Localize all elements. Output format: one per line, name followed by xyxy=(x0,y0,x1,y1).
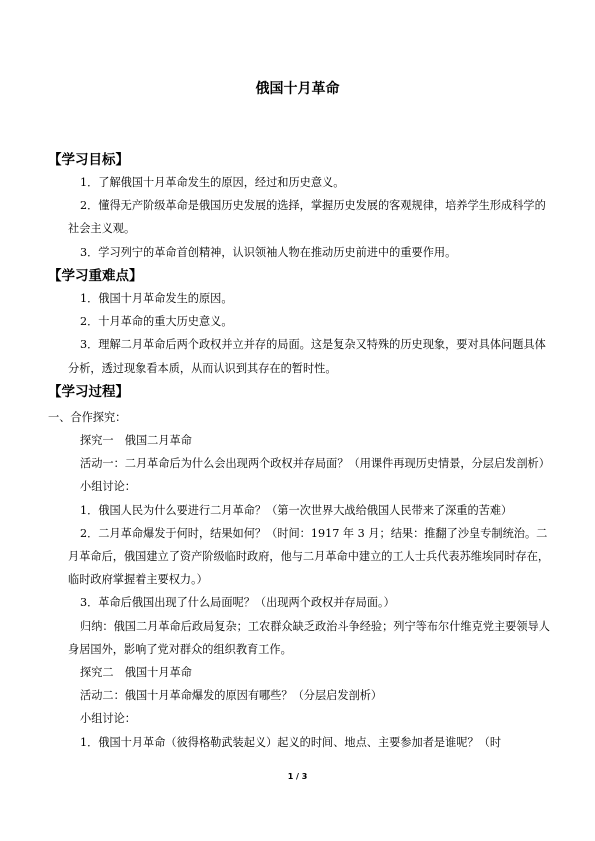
document-title: 俄国十月革命 xyxy=(255,81,340,97)
objective-item: 1．了解俄国十月革命发生的原因，经过和历史意义。 xyxy=(80,176,345,189)
process-subtitle xyxy=(48,406,548,429)
process-item: 小组讨论： xyxy=(80,480,136,494)
process-item: 2．二月革命爆发于何时，结果如何？（时间：1917 年 3 月；结果：推翻了沙皇专制统治。二月革命后，俄国建立了资产阶级临时政府，他与二月革命中建立的工人士兵代表苏维埃同时存在，临时政府掌握着主要权力。） xyxy=(68,526,550,587)
objective-item: 2．懂得无产阶级革命是俄国历史发展的选择，掌握历史发展的客观规律，培养学生形成科学的社会主义观。 xyxy=(68,199,546,236)
key-point-item: 1．俄国十月革命发生的原因。 xyxy=(80,292,233,305)
section-heading-key-points: 【学习重难点】 xyxy=(48,268,143,284)
process-item: 探究一 俄国二月革命 xyxy=(80,434,192,447)
process-item: 3．革命后俄国出现了什么局面呢？（出现两个政权并存局面。） xyxy=(80,596,395,610)
process-item: 探究二 俄国十月革命 xyxy=(80,666,192,680)
section-heading-objectives: 【学习目标】 xyxy=(48,152,129,168)
process-item: 小组讨论： xyxy=(80,712,136,726)
key-point-item: 3．理解二月革命后两个政权并立并存的局面。这是复杂又特殊的历史现象，要对具体问题具体分析，透过现象看本质，从而认识到其存在的暂时性。 xyxy=(68,338,546,375)
objectives-list xyxy=(68,171,554,264)
process-item: 1．俄国十月革命（彼得格勒武装起义）起义的时间、地点、主要参加者是谁呢？（时 xyxy=(80,735,502,749)
process-item: 活动一：二月革命后为什么会出现两个政权并存局面？（用课件再现历史情景，分层启发剖析） xyxy=(80,457,550,471)
objective-item: 3．学习列宁的革命首创精神，认识领袖人物在推动历史前进中的重要作用。 xyxy=(80,245,457,259)
key-point-item: 2．十月革命的重大历史意义。 xyxy=(80,315,233,329)
page-number: 1 / 3 xyxy=(287,772,308,781)
process-item: 活动二：俄国十月革命爆发的原因有哪些？（分层启发剖析） xyxy=(80,689,383,703)
process-item: 归纳：俄国二月革命后政局复杂；工农群众缺乏政治斗争经验；列宁等布尔什维克党主要领导人身居国外，影响了党对群众的组织教育工作。 xyxy=(68,619,550,656)
section-heading-process: 【学习过程】 xyxy=(48,384,129,400)
process-subtitle-text: 一、合作探究： xyxy=(48,411,127,424)
process-item: 1．俄国人民为什么要进行二月革命？（第一次世界大战给俄国人民带来了深重的苦难） xyxy=(80,503,513,517)
key-points-list xyxy=(68,287,554,380)
process-list xyxy=(68,429,554,754)
